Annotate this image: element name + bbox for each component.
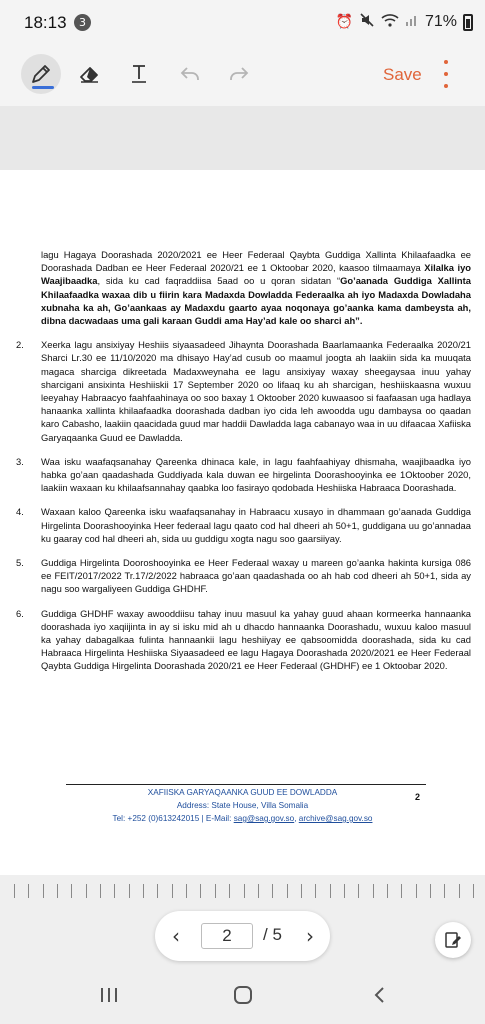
text-tool-button[interactable] bbox=[119, 54, 159, 94]
status-time: 18:13 bbox=[24, 13, 67, 32]
scrubber-ticks bbox=[14, 884, 474, 898]
text-icon bbox=[127, 62, 151, 86]
list-item bbox=[13, 505, 471, 545]
back-icon bbox=[372, 985, 388, 1005]
scrubber-tick bbox=[143, 884, 144, 898]
pen-icon bbox=[29, 62, 53, 86]
system-navigation-bar bbox=[0, 967, 485, 1024]
archive-email-link[interactable]: archive@sag.gov.so bbox=[298, 814, 373, 823]
more-options-icon[interactable] bbox=[438, 60, 454, 88]
scrubber-tick bbox=[473, 884, 474, 898]
scrubber-tick bbox=[129, 884, 130, 898]
footer-contact bbox=[0, 814, 485, 823]
footer-organization: XAFIISKA GARYAQAANKA GUUD EE DOWLADDA bbox=[147, 788, 338, 797]
item-number: 6. bbox=[16, 607, 24, 619]
wifi-icon bbox=[381, 13, 399, 31]
scrubber-tick bbox=[100, 884, 101, 898]
scrubber-tick bbox=[244, 884, 245, 898]
item-number: 3. bbox=[16, 455, 24, 467]
recent-apps-button[interactable] bbox=[96, 982, 122, 1008]
scrubber-tick bbox=[401, 884, 402, 898]
eraser-tool-button[interactable] bbox=[70, 54, 110, 94]
scrubber-tick bbox=[172, 884, 173, 898]
scrubber-tick bbox=[215, 884, 216, 898]
redo-icon bbox=[227, 62, 251, 86]
scrubber-tick bbox=[200, 884, 201, 898]
item-number: 4. bbox=[16, 506, 24, 518]
intro-bold-1: Xilalka iyo Waajibaadka bbox=[41, 262, 472, 287]
footer-tel: Tel: +252 (0)613242015 | E-Mail: bbox=[112, 814, 234, 823]
scrubber-tick bbox=[14, 884, 15, 898]
redo-button[interactable] bbox=[219, 54, 259, 94]
status-icons bbox=[336, 12, 473, 32]
item-text: Waa isku waafaqsanahay Qareenka dhinaca kale, in lagu faahfaahiyay dhismaha, waajibaadka iyo habka go’aan qaadashada Guddiyada kala duwan ee hirgelinta Doorashooyinka ee 1Oktoober 2020, laakiin waxaan ku khilaafsannahay qaabka loo fasirayo qodobada Heshiiska Habraaca Doorashada. bbox=[41, 455, 471, 494]
list-item bbox=[13, 607, 471, 673]
intro-paragraph bbox=[13, 248, 471, 327]
item-text: Waxaan kaloo Qareenka isku waafaqsanahay in Habraacu xusayo in dhammaan go’aanada Guddiga Hirgelinta Doorashooyinka Heer federaal lagu qaato cod hal dheeri ah 50+1, guddigana uu go’annadaa ku gaaray cod hal dheeri ah, sida uu guddigu xogta nagu soo gaarsiiyay. bbox=[41, 506, 471, 544]
scrubber-tick bbox=[86, 884, 87, 898]
scrubber-tick bbox=[430, 884, 431, 898]
scrubber-tick bbox=[186, 884, 187, 898]
list-item bbox=[13, 556, 471, 596]
scrubber-tick bbox=[258, 884, 259, 898]
scrubber-tick bbox=[71, 884, 72, 898]
scrubber-tick bbox=[387, 884, 388, 898]
intro-text-1: lagu Hagaya Doorashada 2020/2021 ee Heer Federaal Qaybta Guddiga Xallinta Khilaafaadka ee Doorashada Dadban ee Heer Federaal 2020/21 ee 1 Oktoobar 2020, kaasoo tilmaamaya bbox=[41, 249, 471, 274]
item-text: Guddiga Hirgelinta Dooroshooyinka ee Heer Federaal waxay u mareen go’aanka hakinta kursiga 086 ee FEIT/2017/2022 Tr.17/2/2022 habraaca go’aan qaadashada oo ah hab cod dheeri ah 50+1, sida ay nagu soo wargaliyeen Guddiga GHDHF. bbox=[41, 557, 471, 595]
list-item bbox=[13, 338, 471, 444]
scrubber-tick bbox=[459, 884, 460, 898]
edit-document-button[interactable] bbox=[435, 922, 471, 958]
notification-count-badge: 3 bbox=[74, 14, 91, 31]
intro-text-2: , sida ku cad faqraddiisa 5aad oo u qoran sidatan “ bbox=[97, 275, 341, 287]
scrubber-tick bbox=[157, 884, 158, 898]
previous-page-button[interactable]: ‹ bbox=[172, 924, 180, 948]
footer-separator: , bbox=[294, 814, 299, 823]
page-number-input[interactable]: 2 bbox=[201, 923, 253, 949]
undo-button[interactable] bbox=[170, 54, 210, 94]
active-tool-indicator bbox=[32, 86, 54, 89]
footer-page-number: 2 bbox=[415, 792, 421, 802]
battery-icon bbox=[463, 14, 473, 31]
alarm-icon: ⏰ bbox=[335, 14, 353, 30]
item-number: 5. bbox=[16, 557, 24, 569]
scrubber-tick bbox=[229, 884, 230, 898]
footer-divider bbox=[66, 784, 426, 785]
list-item bbox=[13, 455, 471, 495]
scrubber-tick bbox=[416, 884, 417, 898]
save-button[interactable]: Save bbox=[383, 65, 422, 84]
signal-icon bbox=[405, 13, 419, 31]
battery-percent: 71% bbox=[424, 13, 457, 30]
item-text: Guddiga GHDHF waxay awooddiisu tahay inuu masuul ka yahay guud ahaan kormeerka hannaanka doorashada iyo xaqiijinta in ay si isku mid ah u dhacdo hannaanka Doorashadu, wuxuu kaloo masuul ka yahay dabagalkaa fulinta hannaankii lagu heshiiyay ee qabsoomidda doorashada, sida ku cad Habraaca Hirgelinta Heshiiska Siyaasadeed ee lagu Hagaya Doorashada 2020/2021 ee Heer Federaal Qaybta Guddiga Hirgelinta Doorashada 2020/21 ee Heer Federaal (GHDHF) ee 1 Oktoobar 2020. bbox=[41, 607, 471, 672]
scrubber-tick bbox=[344, 884, 345, 898]
scrubber-tick bbox=[272, 884, 273, 898]
total-pages-label: / 5 bbox=[263, 925, 282, 944]
page-navigator bbox=[155, 911, 330, 961]
next-page-button[interactable]: › bbox=[306, 924, 314, 948]
home-button[interactable] bbox=[229, 982, 257, 1008]
scrubber-tick bbox=[43, 884, 44, 898]
scrubber-tick bbox=[315, 884, 316, 898]
scrubber-tick bbox=[57, 884, 58, 898]
scrubber-tick bbox=[28, 884, 29, 898]
scrubber-tick bbox=[444, 884, 445, 898]
edit-pen-icon bbox=[443, 930, 463, 950]
pdf-page[interactable] bbox=[0, 170, 485, 875]
home-icon bbox=[232, 984, 254, 1006]
intro-bold-2: Go’aanada Guddiga Xallinta Khilaafaadka waxaa dib u fiirin kara Madaxda Dowladda Federaalka ah iyo Madaxda Dowladaha xubnaha ka ah, Go’aankaas ay Madaxdu gaarto ayaa noqonaya go’aanka kama dambeysta ah, dibna dacwadaas uma gali karaan Guddi ama Hay’ad kale oo sharci ah”. bbox=[41, 275, 471, 327]
scrubber-tick bbox=[301, 884, 302, 898]
footer-address: Address: State House, Villa Somalia bbox=[176, 801, 309, 810]
status-bar bbox=[0, 0, 485, 44]
recent-apps-icon bbox=[98, 985, 120, 1005]
document-body bbox=[13, 248, 471, 673]
eraser-icon bbox=[78, 62, 102, 86]
scrubber-tick bbox=[287, 884, 288, 898]
scrubber-tick bbox=[114, 884, 115, 898]
item-number: 2. bbox=[16, 339, 24, 351]
email-link[interactable]: sag@sag.gov.so bbox=[233, 814, 295, 823]
page-gap bbox=[0, 106, 485, 170]
scrubber-tick bbox=[373, 884, 374, 898]
item-text: Xeerka lagu ansixiyay Heshiis siyaasadeed Jihaynta Doorashada Baarlamaanka Federaalka 2020/21 Sharci Lr.30 ee 11/10/2020 ma dhisayo Hay’ad cusub oo maamul joogta ah laakiin sida ka muuqata magaca sharciga dikreetada Madaxweynaha ee lagu ansixiyay waxay sheegaysaa inuu yahay sharcigani ansixinta Heshiiskii 17 September 2020 oo lifaaq ku ah sharcigan, heshiiskaasna wuxuu leeyahay Habraacyo faahfaahinaya oo soo baxay 1 Oktoober 2020 kuwaasoo si faafaasan uga hadlaya hanaanka xallinta khilaafaadka doorashada dadban iyo cida leh awoodda ugu dambaysa oo qaadan karo Cabasho, laakiin qaacidada guud mar haddii Dawladda laga cabanayo waa in uu difaacaa Xafiiska Garyaqaanka Guud ee Dawladda. bbox=[41, 339, 471, 443]
scrubber-tick bbox=[358, 884, 359, 898]
mute-icon bbox=[359, 12, 375, 32]
undo-icon bbox=[178, 62, 202, 86]
back-button[interactable] bbox=[367, 982, 393, 1008]
scrubber-tick bbox=[330, 884, 331, 898]
editor-toolbar bbox=[0, 44, 485, 106]
